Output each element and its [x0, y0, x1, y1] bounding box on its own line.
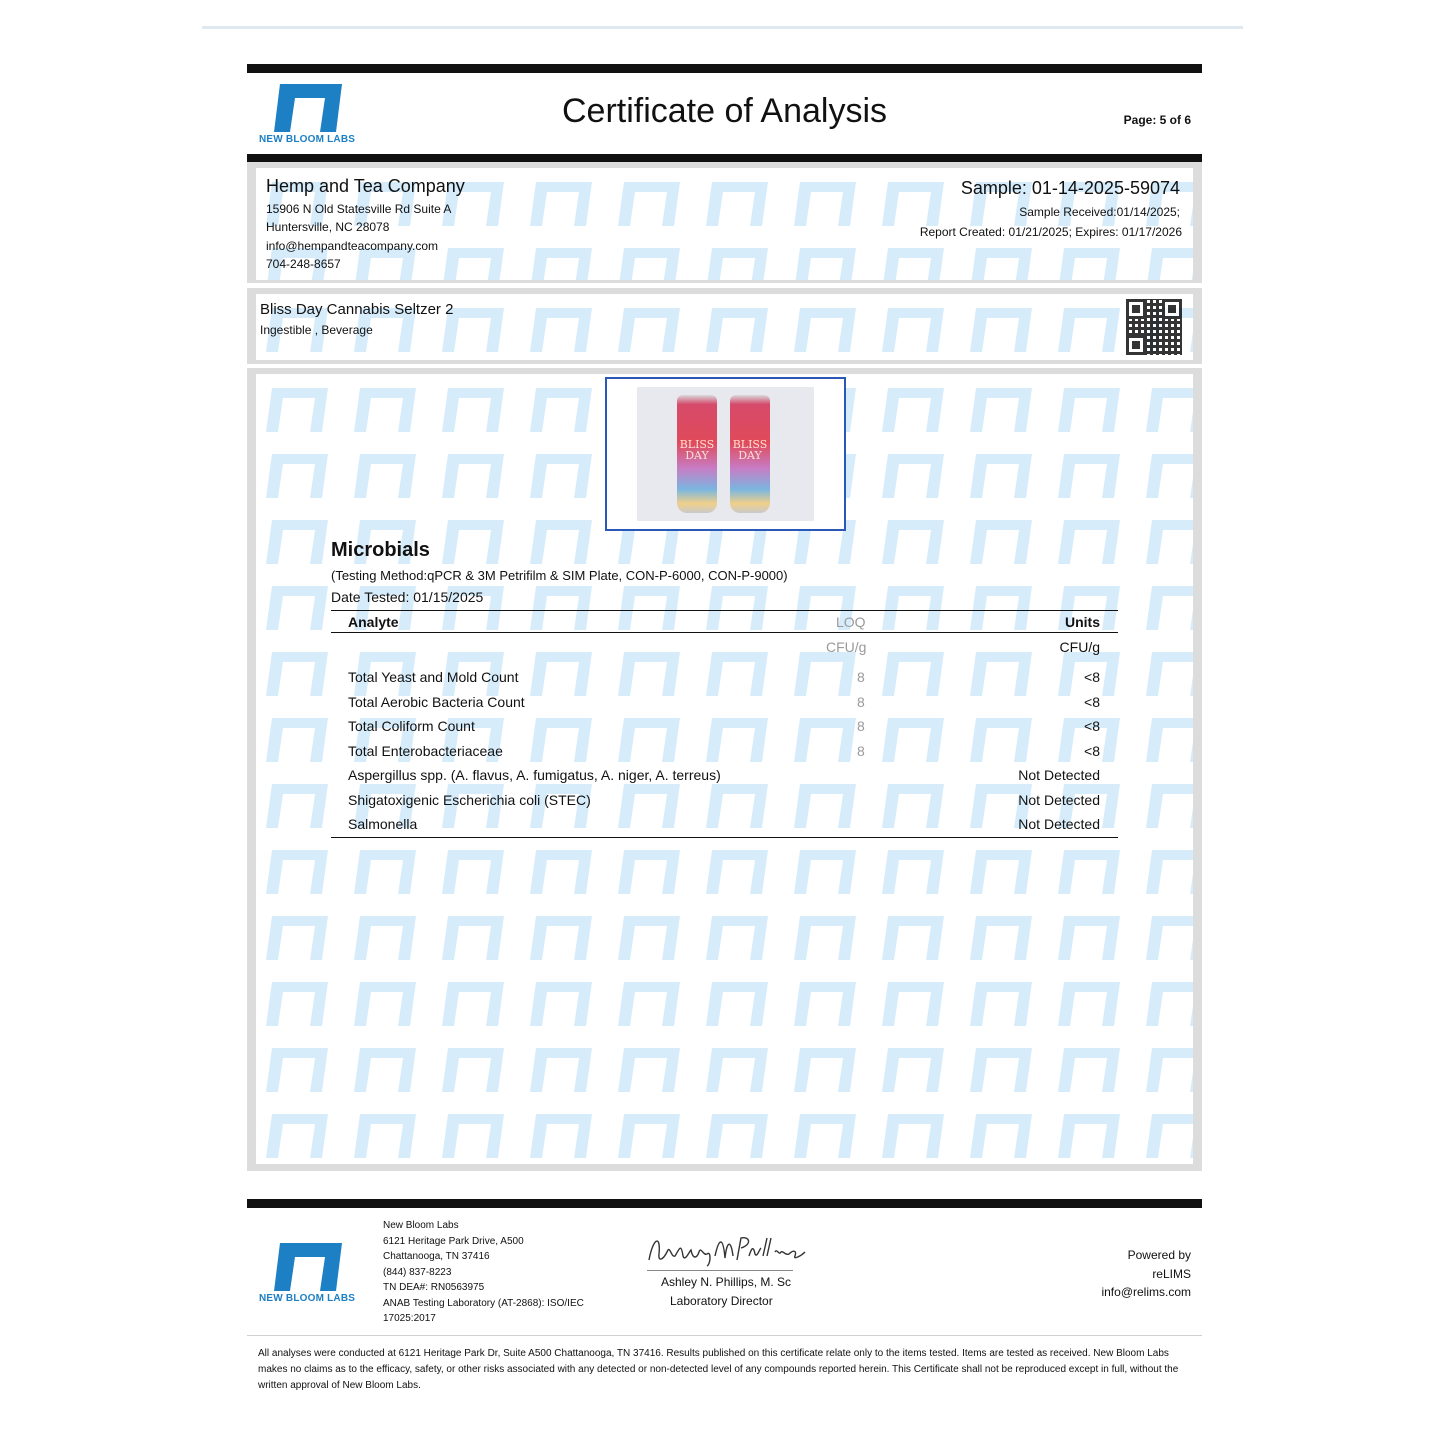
product-name: Bliss Day Cannabis Seltzer 2 [260, 301, 454, 318]
loq-value: 8 [857, 718, 865, 734]
loq-unit: CFU/g [826, 639, 867, 655]
disclaimer: All analyses were conducted at 6121 Heritage Park Dr, Suite A500 Chattanooga, TN 37416. Results published on this certificate relate only to the items tested. Items are tested as received. New Bloom Labs makes no claims as to the efficacy, safety, or other risks associated with any detected or non-detected level of any compounds reported herein. This Certificate shall not be reproduced except in full, without the written approval of New Bloom Labs. [258, 1348, 1179, 1391]
qr-finder-icon [1162, 299, 1182, 319]
loq-value: 8 [857, 669, 865, 685]
table-bottom-rule [331, 837, 1118, 838]
lab-line: 6121 Heritage Park Drive, A500 [383, 1235, 524, 1247]
column-units: Units [1065, 614, 1100, 630]
client-email: info@hempandteacompany.com [266, 239, 439, 253]
signature [645, 1230, 810, 1268]
lab-line: New Bloom Labs [383, 1220, 459, 1231]
result-unit: CFU/g [1059, 639, 1100, 655]
analyte-name: Salmonella [348, 816, 418, 832]
new-bloom-labs-logo [270, 1243, 342, 1291]
powered-by [1101, 1246, 1191, 1302]
lab-line: 17025:2017 [383, 1313, 436, 1324]
result-value: <8 [1084, 718, 1100, 734]
analyte-name: Total Enterobacteriaceae [348, 742, 503, 759]
result-value: <8 [1084, 693, 1100, 710]
client-address-2: Huntersville, NC 28078 [266, 220, 390, 234]
result-value: <8 [1084, 742, 1100, 759]
column-loq: LOQ [836, 614, 866, 630]
section-title: Microbials [331, 539, 430, 561]
can-image [677, 395, 717, 513]
page-title: Certificate of Analysis [561, 92, 888, 130]
product-photo-frame [605, 377, 846, 531]
can-label: BLISS DAY [679, 438, 715, 462]
lab-line: TN DEA#: RN0563975 [383, 1282, 485, 1293]
header-top-bar [247, 64, 1202, 73]
report-dates: Report Created: 01/21/2025; Expires: 01/17/2026 [919, 225, 1182, 239]
table-header-rule [331, 632, 1118, 633]
signature-line [647, 1270, 793, 1271]
footer-top-bar [247, 1199, 1202, 1208]
signer-name: Ashley N. Phillips, M. Sc [661, 1275, 792, 1289]
result-value: Not Detected [1018, 767, 1100, 783]
logo-text: NEW BLOOM LABS [259, 1293, 356, 1304]
product-photo [637, 387, 814, 521]
qr-finder-icon [1126, 299, 1146, 319]
client-phone: 704-248-8657 [266, 257, 341, 271]
analyte-name: Total Yeast and Mold Count [348, 669, 519, 685]
result-value: <8 [1084, 669, 1100, 685]
loq-value: 8 [857, 693, 865, 710]
powered-email[interactable]: info@relims.com [1101, 1285, 1191, 1299]
lab-line: Chattanooga, TN 37416 [383, 1251, 490, 1262]
logo-text: NEW BLOOM LABS [259, 134, 356, 145]
qr-code [1126, 299, 1182, 355]
lab-info [383, 1218, 584, 1327]
lab-line: ANAB Testing Laboratory (AT-2868): ISO/IEC [383, 1297, 584, 1309]
lab-line: (844) 837-8223 [383, 1266, 452, 1278]
analyte-name: Shigatoxigenic Escherichia coli (STEC) [348, 791, 591, 808]
client-name: Hemp and Tea Company [266, 176, 465, 196]
product-type: Ingestible , Beverage [260, 323, 373, 337]
result-value: Not Detected [1018, 816, 1100, 832]
powered-line: reLIMS [1152, 1266, 1191, 1281]
sample-received: Sample Received:01/14/2025; [1019, 205, 1180, 219]
date-tested: Date Tested: 01/15/2025 [331, 589, 484, 605]
analyte-name: Total Coliform Count [348, 718, 475, 734]
analyte-name: Aspergillus spp. (A. flavus, A. fumigatus, A. niger, A. terreus) [348, 767, 721, 783]
header-bottom-bar [247, 154, 1202, 162]
result-value: Not Detected [1018, 791, 1100, 808]
footer-divider [247, 1335, 1202, 1336]
qr-finder-icon [1126, 335, 1146, 355]
page-number: Page: 5 of 6 [1123, 113, 1191, 127]
signer-title: Laboratory Director [670, 1294, 773, 1308]
sample-id: Sample: 01-14-2025-59074 [960, 178, 1180, 198]
client-address-1: 15906 N Old Statesville Rd Suite A [266, 202, 452, 216]
analyte-name: Total Aerobic Bacteria Count [348, 693, 525, 710]
loq-value: 8 [857, 742, 865, 759]
product-panel [247, 288, 1202, 364]
testing-method: (Testing Method:qPCR & 3M Petrifilm & SIM Plate, CON-P-6000, CON-P-9000) [331, 568, 788, 583]
table-top-rule [331, 610, 1118, 611]
column-analyte: Analyte [348, 614, 399, 630]
powered-line: Powered by [1127, 1248, 1191, 1262]
can-label: BLISS DAY [732, 438, 768, 462]
can-image [730, 395, 770, 513]
